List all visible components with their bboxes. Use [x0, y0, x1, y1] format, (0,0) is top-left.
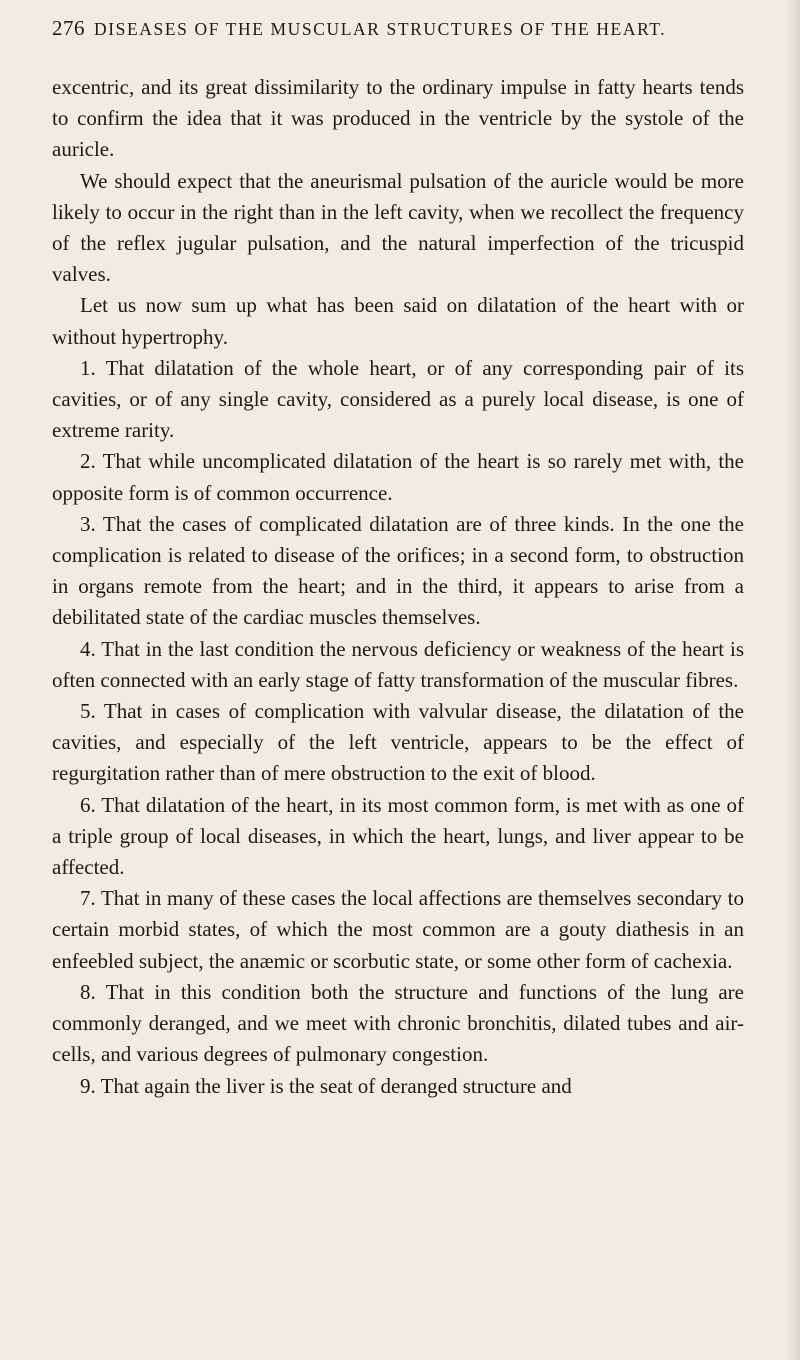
paragraph-continuation: excentric, and its great dissimilarity to the ordinary impulse in fatty hearts tends to confirm the idea that it was produced in the ventricle by the systole of the auricle.	[52, 75, 744, 162]
summary-item-6: 6. That dilatation of the heart, in its most common form, is met with as one of a triple group of local diseases, in which the heart, lungs, and liver appear to be affected.	[52, 792, 744, 880]
summary-item-2: 2. That while uncomplicated dilatation of the heart is so rarely met with, the opposite form is of common occurrence.	[52, 449, 744, 505]
running-head: DISEASES OF THE MUSCULAR STRUCTURES OF THE HEART.	[94, 19, 667, 39]
summary-item-5: 5. That in cases of complication with valvular disease, the dilatation of the cavities, and especially of the left ventricle, appears to be the effect of regurgitation rather than of mere obstruction to the exit of blood.	[52, 699, 744, 786]
page-header	[52, 14, 752, 48]
paragraph-aneurismal-pulsation: We should expect that the aneurismal pulsation of the auricle would be more likely to occur in the right than in the left cavity, when we recollect the frequency of the reflex jugular pulsation, and the natural imperfection of the tricuspid valves.	[52, 168, 744, 287]
summary-item-3: 3. That the cases of complicated dilatation are of three kinds. In the one the complication is related to disease of the orifices; in a second form, to obstruction in organs remote from the heart; and in the third, it appears to arise from a debilitated state of the cardiac muscles themselves.	[52, 511, 744, 630]
page-body	[52, 72, 744, 1102]
summary-item-1: 1. That dilatation of the whole heart, or of any corresponding pair of its cavities, or of any single cavity, considered as a purely local disease, is one of extreme rarity.	[52, 355, 744, 443]
summary-item-4: 4. That in the last condition the nervous deficiency or weakness of the heart is often connected with an early stage of fatty transformation of the muscular fibres.	[52, 636, 744, 692]
paragraph-summary-intro: Let us now sum up what has been said on dilatation of the heart with or without hypertrophy.	[52, 293, 744, 349]
summary-item-7: 7. That in many of these cases the local affections are themselves secondary to certain morbid states, of which the most common are a gouty diathesis in an enfeebled subject, the anæmic or scorbutic state, or some other form of cachexia.	[52, 886, 744, 973]
summary-item-8: 8. That in this condition both the structure and functions of the lung are commonly deranged, and we meet with chronic bronchitis, dilated tubes and air-cells, and various degrees of pulmonary congestion.	[52, 979, 744, 1067]
page-number: 276	[52, 16, 85, 40]
summary-item-9: 9. That again the liver is the seat of deranged structure and	[80, 1073, 572, 1098]
page-edge-shadow	[786, 0, 800, 1360]
